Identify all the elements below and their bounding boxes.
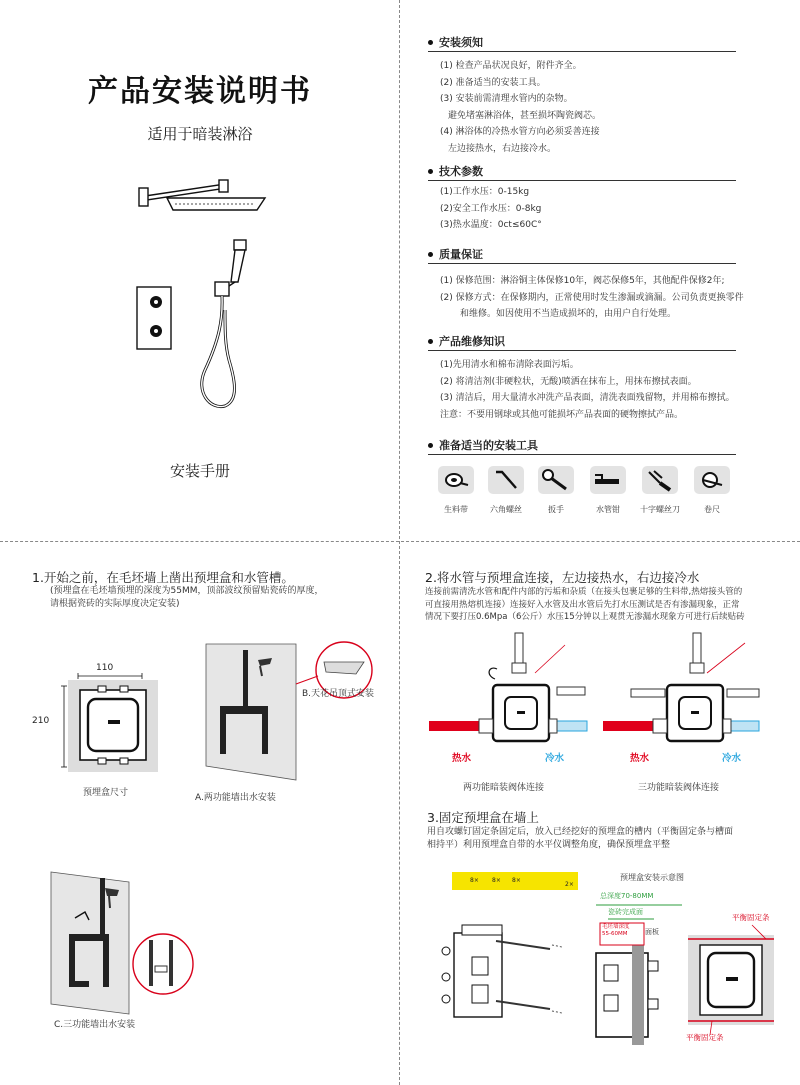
step3-heading: 3.固定预埋盒在墙上: [427, 810, 539, 825]
specs-heading: 技术参数: [428, 163, 736, 181]
tape-measure-icon: [694, 466, 730, 494]
hand-shower-icon: [234, 240, 246, 250]
caption-three-function: 三功能暗装阀体连接: [638, 783, 720, 793]
tool-hex-key: 六角螺丝: [486, 466, 526, 515]
part-count-4: 2×: [565, 881, 574, 888]
caption-wall-a: A.两功能墙出水安装: [195, 793, 276, 803]
tape-icon: [438, 466, 474, 494]
screwdriver-icon: [642, 466, 678, 494]
warranty-body: (1) 保修范围：淋浴铜主体保修10年，阀芯保修5年，其他配件保修2年; (2) 保修方式：在保修期内，正常使用时发生渗漏或滴漏。公司负责更换零件 和维修。如因使用不当造成损坏的，由用户自行处理。: [440, 276, 744, 319]
tile-label: 瓷砖完成面: [608, 908, 643, 916]
valve-plate-icon: [137, 287, 171, 349]
cold-label-1: 冷水: [545, 753, 565, 764]
wall-install-a-diagram: [200, 640, 390, 790]
notice-heading: 安装须知: [428, 34, 736, 52]
warranty-heading: 质量保证: [428, 246, 736, 264]
cover-title: 产品安装说明书: [88, 74, 312, 109]
step3-description: 用自攻螺钉固定条固定后，放入已经挖好的预埋盒的槽内（平衡固定条与槽面 相持平）利用预埋盒自带的水平仪调整角度，确保预埋盒平整: [427, 827, 734, 850]
caption-box-size: 预埋盒尺寸: [83, 788, 129, 798]
step2-description: 连接前需清洗水管和配件内部的污垢和杂质（在接头包裹足够的生料带,热熔接头管的 可直接用热熔机连接）连接好入水管及出水管后先打水压测试是否有渗漏现象，正常 情况下要打压0.6Mpa（6公斤）水压15分钟以上观贯无渗漏水现象方可进行后续贴砖: [425, 587, 745, 622]
cold-label-2: 冷水: [722, 753, 742, 764]
pipe-wrench-icon: [590, 466, 626, 494]
maintenance-body: (1)先用清水和棉布清除表面污垢。 (2) 将清洁剂(非硬粒状，无酸)喷洒在抹布上，用抹布擦拭表面。 (3) 清洁后，用大量清水冲洗产品表面，清洗表面残留物，并用棉布擦拭。 注意：不要用钢球或其他可能损坏产品表面的硬物擦拭产品。: [440, 360, 735, 420]
part-count-2: 8×: [492, 877, 501, 884]
tools-heading: 准备适当的安装工具: [428, 437, 736, 455]
tool-pipe-wrench: 水管钳: [588, 466, 628, 515]
specs-body: (1)工作水压：0-15kg (2)安全工作水压：0-8kg (3)热水温度：0ct≤60C°: [440, 187, 542, 230]
hex-key-icon: [488, 466, 524, 494]
manual-label: 安装手册: [169, 462, 230, 480]
recommend-label: 毛坯墙深度 55-60MM: [602, 924, 630, 937]
tools-list: [436, 466, 736, 526]
diagram-title: 预埋盒安装示意图: [620, 873, 684, 882]
hot-label-2: 热水: [630, 753, 650, 764]
step2-heading: 2.将水管与预埋盒连接，左边接热水，右边接冷水: [425, 570, 700, 585]
box-size-diagram: [50, 672, 160, 772]
bar-label-bottom: 平衡固定条: [686, 1033, 724, 1042]
horizontal-fold-line: [0, 541, 800, 542]
notice-body: (1) 检查产品状况良好，附件齐全。 (2) 准备适当的安装工具。 (3) 安装前需清理水管内的杂物。 避免堵塞淋浴体，甚至损坏陶瓷阀芯。 (4) 淋浴体的冷热水管方向必须妥善连接 左边接热水，右边接冷水。: [440, 61, 602, 154]
tool-wrench: 扳手: [536, 466, 576, 515]
caption-ceiling-b: B.天花吊顶式安装: [302, 689, 375, 699]
step1-note: (预埋盒在毛坯墙预埋的深度为55MM，顶部波纹预留贴瓷砖的厚度， 请根据瓷砖的实际厚度决定安装): [50, 586, 324, 609]
panel-label: 面板: [645, 928, 659, 936]
wall-install-c-diagram: [45, 868, 195, 1018]
dim-height-label: 210: [32, 716, 50, 726]
vertical-fold-line: [399, 0, 400, 1085]
part-count-3: 8×: [512, 877, 521, 884]
tool-screwdriver: 十字螺丝刀: [640, 466, 680, 515]
depth-label: 总深度70-80MM: [600, 892, 654, 900]
dim-width-label: 110: [96, 663, 114, 673]
pipe-connection-diagram: [425, 625, 775, 750]
bar-label-top: 平衡固定条: [732, 913, 770, 922]
hot-label-1: 热水: [452, 753, 472, 764]
part-count-1: 8×: [470, 877, 479, 884]
shower-set-illustration: [125, 170, 295, 420]
tool-tape: 生料带: [436, 466, 476, 515]
maintenance-heading: 产品维修知识: [428, 333, 736, 351]
wrench-icon: [538, 466, 574, 494]
caption-wall-c: C.三功能墙出水安装: [54, 1020, 136, 1030]
step1-heading: 1.开始之前，在毛坯墙上凿出预埋盒和水管槽。: [32, 570, 294, 585]
cover-subtitle: 适用于暗装淋浴: [147, 125, 253, 143]
caption-two-function: 两功能暗装阀体连接: [463, 783, 545, 793]
tool-tape-measure: 卷尺: [692, 466, 732, 515]
